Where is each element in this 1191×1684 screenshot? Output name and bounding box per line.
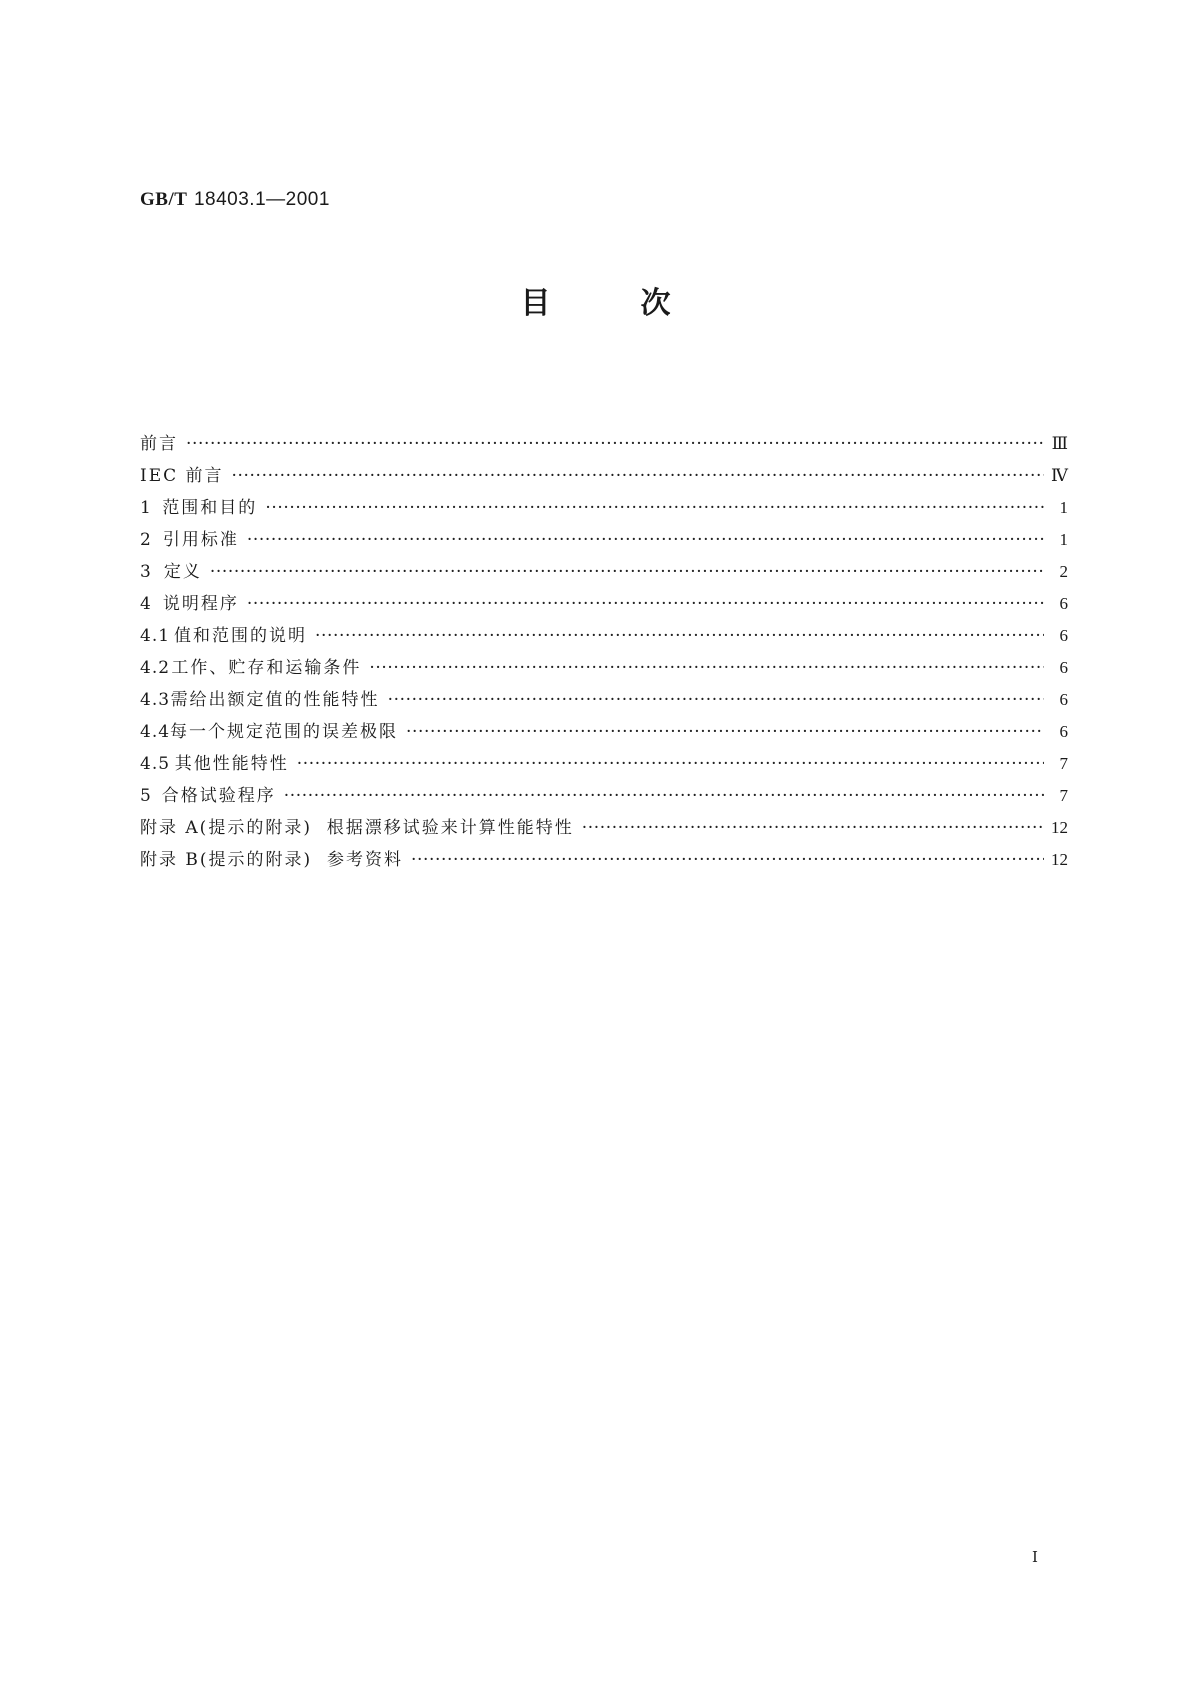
toc-entry-page: 7 <box>1059 786 1068 805</box>
toc-leader-dots <box>284 780 1044 812</box>
toc-entry[interactable] <box>140 524 1068 556</box>
toc-entry-label: 说明程序 <box>162 594 239 614</box>
toc-entry-label: 定义 <box>163 562 202 582</box>
toc-leader-dots <box>406 716 1044 748</box>
toc-title <box>0 278 1191 322</box>
toc-leader-dots <box>315 620 1044 652</box>
toc-entry-label: 范围和目的 <box>162 498 258 518</box>
toc-entry-label: 其他性能特性 <box>174 754 289 774</box>
toc-entry-number: 4.5 <box>140 754 171 774</box>
toc-leader-dots <box>210 556 1044 588</box>
toc-entry-label: 引用标准 <box>162 530 239 550</box>
toc-title-char-2: 次 <box>640 286 671 321</box>
toc-entry[interactable] <box>140 716 1068 748</box>
toc-entry-number: 4.2 <box>140 658 171 678</box>
toc-entry-number: 4.4 <box>140 722 171 742</box>
standard-prefix: GB/T <box>140 189 188 210</box>
toc-entry-label: 前言 <box>140 434 178 454</box>
toc-entry[interactable] <box>140 812 1068 844</box>
toc-entry-page: 6 <box>1059 722 1068 741</box>
toc-entry-number: 5 <box>140 786 152 806</box>
toc-entry-label: IEC 前言 <box>140 466 224 486</box>
toc-leader-dots <box>369 652 1044 684</box>
toc-leader-dots <box>297 748 1044 780</box>
toc-entry-label: 工作、贮存和运输条件 <box>171 658 362 678</box>
toc-leader-dots <box>582 812 1044 844</box>
page-number: Ⅰ <box>1032 1550 1038 1566</box>
toc-entry[interactable] <box>140 492 1068 524</box>
toc-leader-dots <box>411 844 1044 876</box>
toc-entry-number: 4.1 <box>140 626 171 646</box>
standard-number: 18403.1—2001 <box>193 189 330 210</box>
toc-entry-number: 4.3 <box>140 690 171 710</box>
toc-entry-page: 7 <box>1059 754 1068 773</box>
toc-entry-label: 需给出额定值的性能特性 <box>170 690 380 710</box>
toc-entry-page: Ⅲ <box>1051 434 1068 453</box>
toc-entry-page: 2 <box>1059 562 1068 581</box>
toc-leader-dots <box>265 492 1044 524</box>
toc-entry[interactable] <box>140 588 1068 620</box>
toc-entry-number: 2 <box>140 530 152 550</box>
toc-entry[interactable] <box>140 844 1068 876</box>
toc-entry-label: 每一个规定范围的误差极限 <box>170 722 399 742</box>
toc-leader-dots <box>247 524 1044 556</box>
toc-title-char-1: 目 <box>520 286 551 321</box>
toc-entry-label: 值和范围的说明 <box>173 626 307 646</box>
toc-entry[interactable] <box>140 780 1068 812</box>
toc-entry-page: 1 <box>1059 498 1068 517</box>
toc-entry-number: 3 <box>140 562 152 582</box>
toc-entry[interactable] <box>140 428 1068 460</box>
toc-entry[interactable] <box>140 684 1068 716</box>
toc-entry[interactable] <box>140 748 1068 780</box>
toc-entry-page: 12 <box>1051 818 1068 837</box>
toc-entry-page: 6 <box>1059 626 1068 645</box>
toc-entry-page: 6 <box>1059 658 1068 677</box>
toc-entry-page: Ⅳ <box>1051 466 1068 485</box>
toc-entry-page: 12 <box>1051 850 1068 869</box>
toc-entry-page: 6 <box>1059 594 1068 613</box>
toc-leader-dots <box>388 684 1044 716</box>
toc-leader-dots <box>186 428 1044 460</box>
toc-entry-label: 附录 B(提示的附录) 参考资料 <box>140 850 403 870</box>
toc-leader-dots <box>247 588 1044 620</box>
toc-entry-page: 1 <box>1059 530 1068 549</box>
toc-entry-page: 6 <box>1059 690 1068 709</box>
toc-entry[interactable] <box>140 620 1068 652</box>
toc-leader-dots <box>232 460 1044 492</box>
standard-code <box>140 188 330 211</box>
toc-entry-number: 4 <box>140 594 152 614</box>
toc-entry-number: 1 <box>140 498 152 518</box>
toc-entry-label: 附录 A(提示的附录) 根据漂移试验来计算性能特性 <box>140 818 574 838</box>
toc-entry[interactable] <box>140 556 1068 588</box>
toc-entry[interactable] <box>140 460 1068 492</box>
table-of-contents <box>140 428 1068 876</box>
toc-entry[interactable] <box>140 652 1068 684</box>
toc-entry-label: 合格试验程序 <box>161 786 276 806</box>
